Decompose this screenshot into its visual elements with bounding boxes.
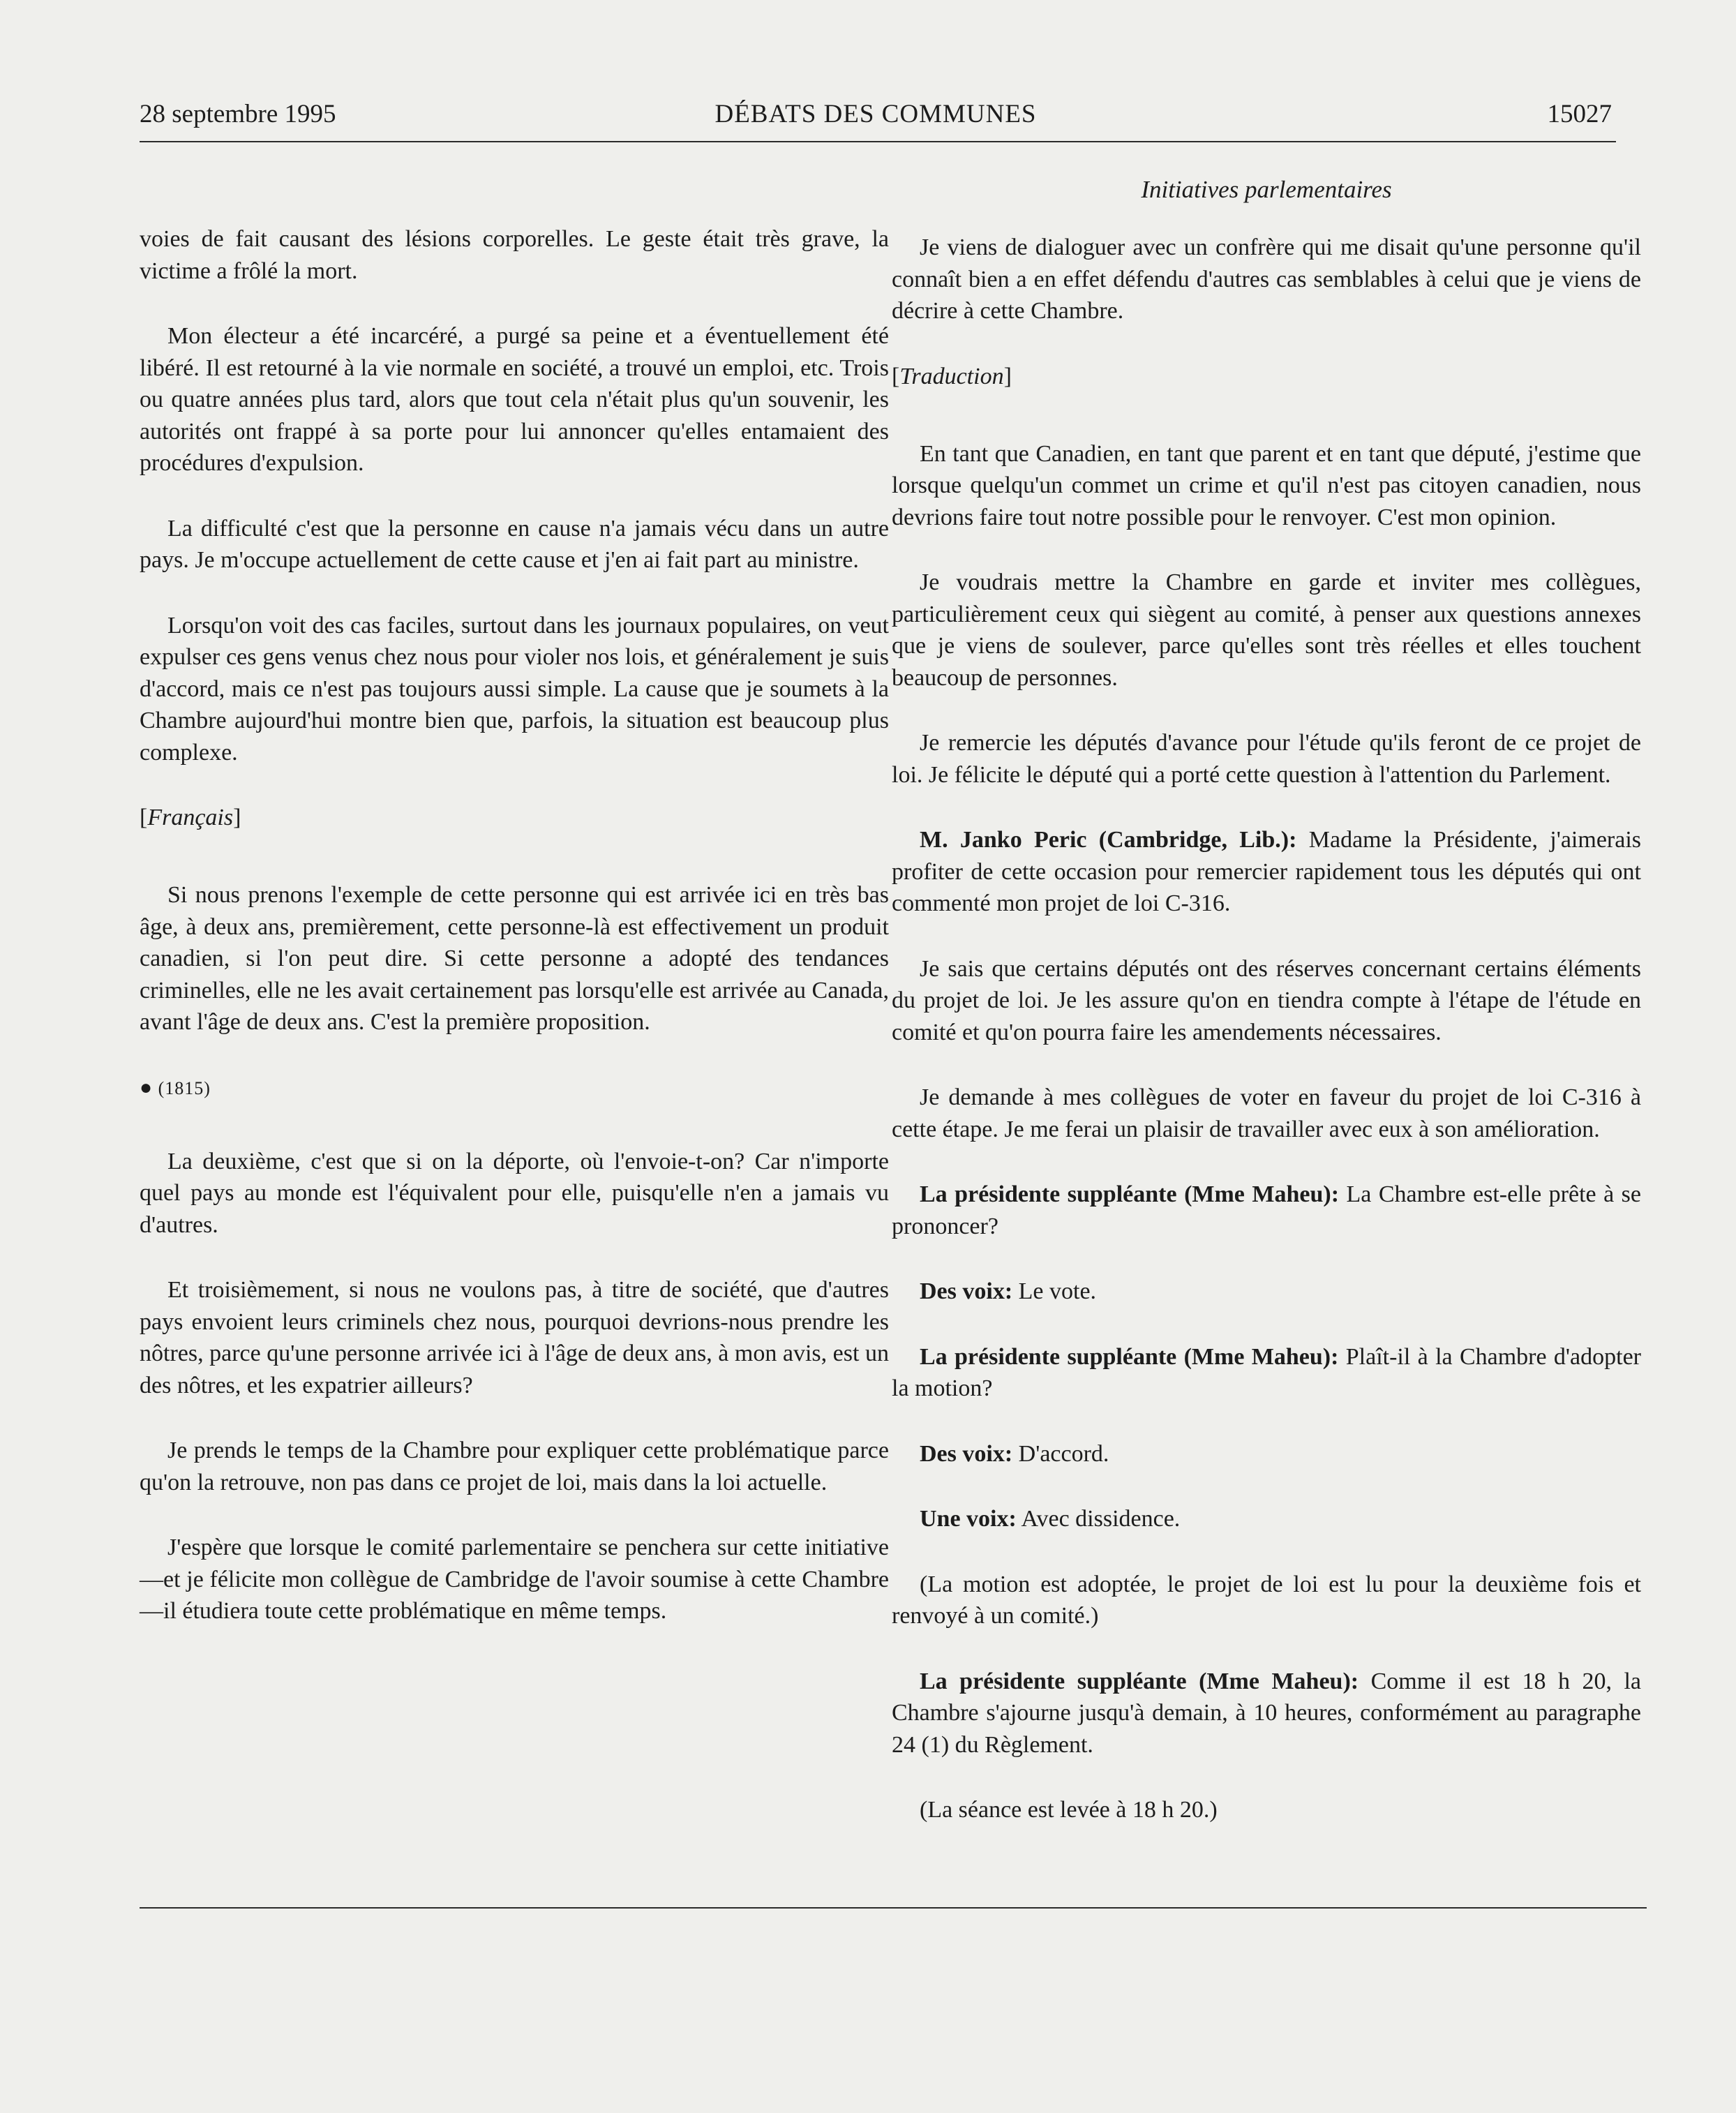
paragraph: Je voudrais mettre la Chambre en garde et inviter mes collègues, particulièrement ceux qui siègent au comité, à penser aux questions annexes que je viens de soulever, parce qu'elles sont très réelles et elles touchent beaucoup de personnes.: [892, 569, 1641, 691]
page-header: [140, 99, 1612, 141]
speech-text: Le vote.: [1012, 1278, 1097, 1304]
time-marker: [140, 1072, 889, 1104]
paragraph: (La séance est levée à 18 h 20.): [920, 1797, 1218, 1823]
speaker-name: Des voix:: [920, 1440, 1013, 1467]
paragraph: Je prends le temps de la Chambre pour expliquer cette problématique parce qu'on la retrouve, non pas dans ce projet de loi, mais dans la loi actuelle.: [140, 1438, 889, 1495]
header-date: 28 septembre 1995: [140, 100, 336, 128]
paragraph: En tant que Canadien, en tant que parent et en tant que député, j'estime que lorsque quelqu'un commet un crime et qu'il n'est pas citoyen canadien, nous devrions faire tout notre possible pour le renvoyer. C'est mon opinion.: [892, 440, 1641, 530]
speaker-name: La présidente suppléante (Mme Maheu):: [920, 1343, 1339, 1370]
paragraph: Mon électeur a été incarcéré, a purgé sa peine et a éventuellement été libéré. Il est retourné à la vie normale en société, a trouvé un emploi, etc. Trois ou quatre années plus tard, alors que tout cela n'était plus qu'un souvenir, les autorités ont frappé à sa porte pour lui annoncer qu'elles entamaient des procédures d'expulsion.: [140, 323, 889, 476]
page-number: 15027: [1547, 100, 1612, 128]
speech: [892, 1341, 1641, 1405]
speech: [892, 1438, 1641, 1470]
paragraph: Je demande à mes collègues de voter en faveur du projet de loi C-316 à cette étape. Je me ferai un plaisir de travailler avec eux à son amélioration.: [892, 1084, 1641, 1142]
paragraph: Si nous prenons l'exemple de cette personne qui est arrivée ici en très bas âge, à deux ans, premièrement, cette personne-là est effectivement un produit canadien, si l'on peut dire. Si cette personne a adopté des tendances criminelles, elle ne les avait certainement pas lorsqu'elle est arrivée au Canada, avant l'âge de deux ans. C'est la première proposition.: [140, 882, 889, 1035]
paragraph: La difficulté c'est que la personne en cause n'a jamais vécu dans un autre pays. Je m'occupe actuellement de cette cause et j'en ai fait part au ministre.: [140, 515, 889, 573]
speech-text: Plaît-il à la Chambre d'adopter la motion?: [892, 1343, 1642, 1401]
speech: [892, 824, 1641, 920]
paragraph: Je remercie les députés d'avance pour l'étude qu'ils feront de ce projet de loi. Je félicite le député qui a porté cette question à l'attention du Parlement.: [892, 730, 1641, 788]
paragraph: La deuxième, c'est que si on la déporte, où l'envoie-t-on? Car n'importe quel pays au monde est l'équivalent pour elle, puisqu'elle n'en a jamais vu d'autres.: [140, 1148, 889, 1238]
paragraph: voies de fait causant des lésions corporelles. Le geste était très grave, la victime a frôlé la mort.: [140, 226, 889, 284]
speech: [892, 1503, 1641, 1535]
paragraph: Je sais que certains députés ont des réserves concernant certains éléments du projet de loi. Je les assure qu'on en tiendra compte à l'étape de l'étude en comité et qu'on pourra faire les amendements nécessaires.: [892, 955, 1641, 1045]
speech: [892, 1666, 1641, 1761]
publication-title: DÉBATS DES COMMUNES: [714, 100, 1037, 128]
header-rule: [140, 141, 1616, 142]
language-label-text: Traduction: [899, 363, 1004, 389]
left-column: [140, 223, 889, 1661]
speaker-name: La présidente suppléante (Mme Maheu):: [920, 1668, 1359, 1694]
bullet-icon: ●: [140, 1075, 154, 1099]
paragraph: Lorsqu'on voit des cas faciles, surtout dans les journaux populaires, on veut expulser ces gens venus chez nous pour violer nos lois, et généralement je suis d'accord, mais ce n'est pas toujours aussi simple. La cause que je soumets à la Chambre aujourd'hui montre bien que, parfois, la situation est beaucoup plus complexe.: [140, 612, 889, 766]
speech-text: D'accord.: [1012, 1440, 1109, 1467]
speaker-name: Une voix:: [920, 1506, 1017, 1532]
paragraph: J'espère que lorsque le comité parlementaire se penchera sur cette initiative—et je félicite mon collègue de Cambridge de l'avoir soumise à cette Chambre—il étudiera toute cette problématique en même temps.: [140, 1535, 889, 1624]
footer-rule: [140, 1907, 1647, 1909]
speech-text: Madame la Présidente, j'aimerais profiter de cette occasion pour remercier rapidement tous les députés qui ont commenté mon projet de loi C-316.: [892, 827, 1642, 916]
speech: [892, 1179, 1641, 1242]
paragraph: (La motion est adoptée, le projet de loi est lu pour la deuxième fois et renvoyé à un comité.): [892, 1571, 1641, 1629]
section-heading: Initiatives parlementaires: [1141, 176, 1392, 203]
paragraph: Je viens de dialoguer avec un confrère qui me disait qu'une personne qu'il connaît bien a en effet défendu d'autres cas semblables à celui que je viens de décrire à cette Chambre.: [892, 234, 1641, 324]
speech: [892, 1276, 1641, 1308]
language-label: [Français]: [140, 805, 241, 830]
right-column: [892, 174, 1641, 1860]
time-marker-text: (1815): [158, 1077, 211, 1098]
language-label-text: Français: [147, 805, 234, 830]
speaker-name: M. Janko Peric (Cambridge, Lib.):: [920, 827, 1297, 853]
paragraph: Et troisièmement, si nous ne voulons pas, à titre de société, que d'autres pays envoient leurs criminels chez nous, pourquoi devrions-nous prendre les nôtres, parce qu'une personne arrivée ici à l'âge de deux ans, à mon avis, est un des nôtres, et les expatrier ailleurs?: [140, 1277, 889, 1398]
speech-text: La Chambre est-elle prête à se prononcer?: [892, 1181, 1641, 1239]
speech-text: Avec dissidence.: [1016, 1506, 1181, 1532]
speaker-name: La présidente suppléante (Mme Maheu):: [920, 1181, 1340, 1207]
speaker-name: Des voix:: [920, 1278, 1013, 1304]
speech-text: Comme il est 18 h 20, la Chambre s'ajourne jusqu'à demain, à 10 heures, conformément au paragraphe 24 (1) du Règlement.: [892, 1668, 1642, 1758]
language-label: [Traduction]: [892, 363, 1012, 389]
